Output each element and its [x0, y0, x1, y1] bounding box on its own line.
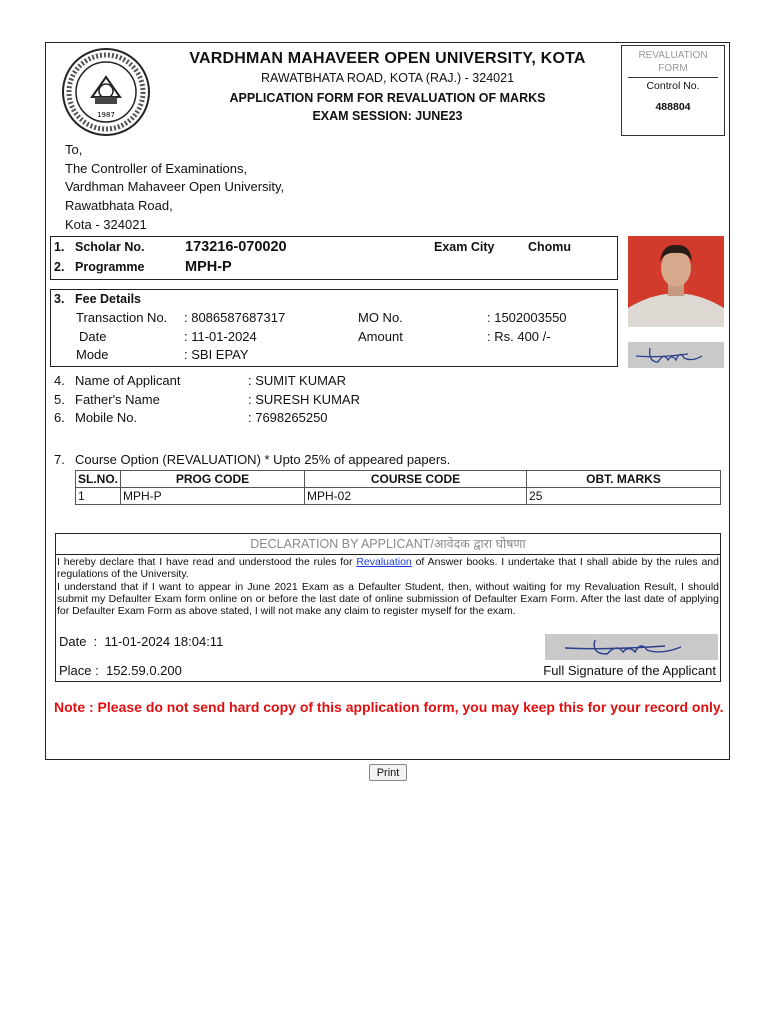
mo-label: MO No. [358, 310, 403, 325]
item-number: 4. [54, 373, 65, 388]
mode-value: : SBI EPAY [184, 347, 249, 362]
item-number: 5. [54, 392, 65, 407]
table-row [76, 488, 721, 505]
amount-label: Amount [358, 329, 403, 344]
column-header: OBT. MARKS [527, 471, 721, 488]
fee-date-label: Date [79, 329, 107, 344]
addressee-line: Kota - 324021 [65, 216, 147, 232]
item-number: 7. [54, 452, 65, 467]
control-number-box [621, 45, 725, 136]
declaration-place: Place : 152.59.0.200 [59, 663, 182, 678]
control-label: Control No. [646, 80, 700, 92]
amount-value: : Rs. 400 /- [487, 329, 551, 344]
mobile-value: : 7698265250 [248, 410, 328, 425]
declaration-date: Date : 11-01-2024 18:04:11 [59, 634, 224, 649]
table-header-row [76, 471, 721, 488]
fee-details-title: Fee Details [75, 292, 142, 306]
note-warning: Note : Please do not send hard copy of this application form, you may keep this for your record only. [54, 699, 724, 715]
addressee-line: To, [65, 142, 83, 157]
transaction-value: : 8086587687317 [184, 310, 286, 325]
scholar-box [50, 236, 618, 280]
table-cell: 1 [76, 488, 121, 505]
addressee-line: Rawatbhata Road, [65, 198, 173, 214]
university-address: RAWATBHATA ROAD, KOTA (RAJ.) - 324021 [260, 71, 515, 85]
fee-details-box [50, 289, 618, 367]
signature-label: Full Signature of the Applicant [543, 663, 716, 678]
logo-year: 1987 [97, 111, 115, 119]
declaration-box [55, 533, 721, 682]
addressee-line: The Controller of Examinations, [65, 160, 248, 176]
applicant-photo [628, 236, 724, 327]
university-seal-logo [57, 47, 155, 137]
table-cell: MPH-02 [305, 488, 527, 505]
declaration-paragraph-2: I understand that if I want to appear in June 2021 Exam as a Defaulter Student, then, without waiting for my Revaluation Result, I should submit my Defaulter Exam form online on or before the last date of online submission of Defaulter Exam Form. After the last date of applying for Defaulter Exam Form as above stated, I will not make any claim to register myself for the exam. [57, 581, 719, 617]
item-number: 6. [54, 410, 65, 425]
applicant-name-value: : SUMIT KUMAR [248, 373, 346, 388]
fee-date-value: : 11-01-2024 [184, 329, 257, 344]
addressee-line: Vardhman Mahaveer Open University, [65, 179, 285, 195]
control-number: 488804 [655, 101, 691, 113]
transaction-label: Transaction No. [76, 310, 168, 325]
declaration-text: I hereby declare that I have read and understood the rules for [57, 556, 357, 568]
item-number: 3. [54, 292, 65, 306]
revaluation-rules-link[interactable]: Revaluation [356, 556, 412, 568]
signature-image [545, 634, 718, 660]
exam-session: EXAM SESSION: JUNE23 [312, 109, 463, 123]
item-number: 2. [54, 260, 65, 274]
addressee-block [65, 141, 284, 235]
mobile-label: Mobile No. [75, 410, 138, 425]
form-title: APPLICATION FORM FOR REVALUATION OF MARKS [229, 91, 546, 105]
table-cell: MPH-P [121, 488, 305, 505]
father-name-value: : SURESH KUMAR [248, 392, 360, 407]
course-table [75, 470, 721, 505]
exam-city-value: Chomu [528, 240, 572, 254]
father-name-label: Father's Name [75, 392, 160, 407]
university-name: VARDHMAN MAHAVEER OPEN UNIVERSITY, KOTA [189, 50, 586, 67]
scholar-no-label: Scholar No. [75, 240, 145, 254]
signature-image-small [628, 342, 724, 368]
mo-value: : 1502003550 [487, 310, 567, 325]
programme-value: MPH-P [185, 259, 232, 275]
control-form-label: REVALUATION FORM [628, 46, 718, 78]
mode-label: Mode [76, 347, 109, 362]
exam-city-label: Exam City [434, 240, 495, 254]
column-header: COURSE CODE [305, 471, 527, 488]
column-header: SL.NO. [76, 471, 121, 488]
course-option-title: Course Option (REVALUATION) * Upto 25% of appeared papers. [75, 452, 451, 467]
column-header: PROG CODE [121, 471, 305, 488]
declaration-paragraph-1 [56, 555, 720, 580]
programme-label: Programme [75, 260, 145, 274]
print-button[interactable]: Print [369, 764, 407, 781]
table-cell: 25 [527, 488, 721, 505]
item-number: 1. [54, 240, 65, 254]
applicant-name-label: Name of Applicant [75, 373, 181, 388]
declaration-title: DECLARATION BY APPLICANT/आवेदक द्वारा घोषणा [56, 534, 720, 555]
scholar-no-value: 173216-070020 [185, 239, 287, 255]
declaration-text: of Answer books. I undertake that I shall abide by the rules and regulations of the University. [57, 556, 719, 580]
